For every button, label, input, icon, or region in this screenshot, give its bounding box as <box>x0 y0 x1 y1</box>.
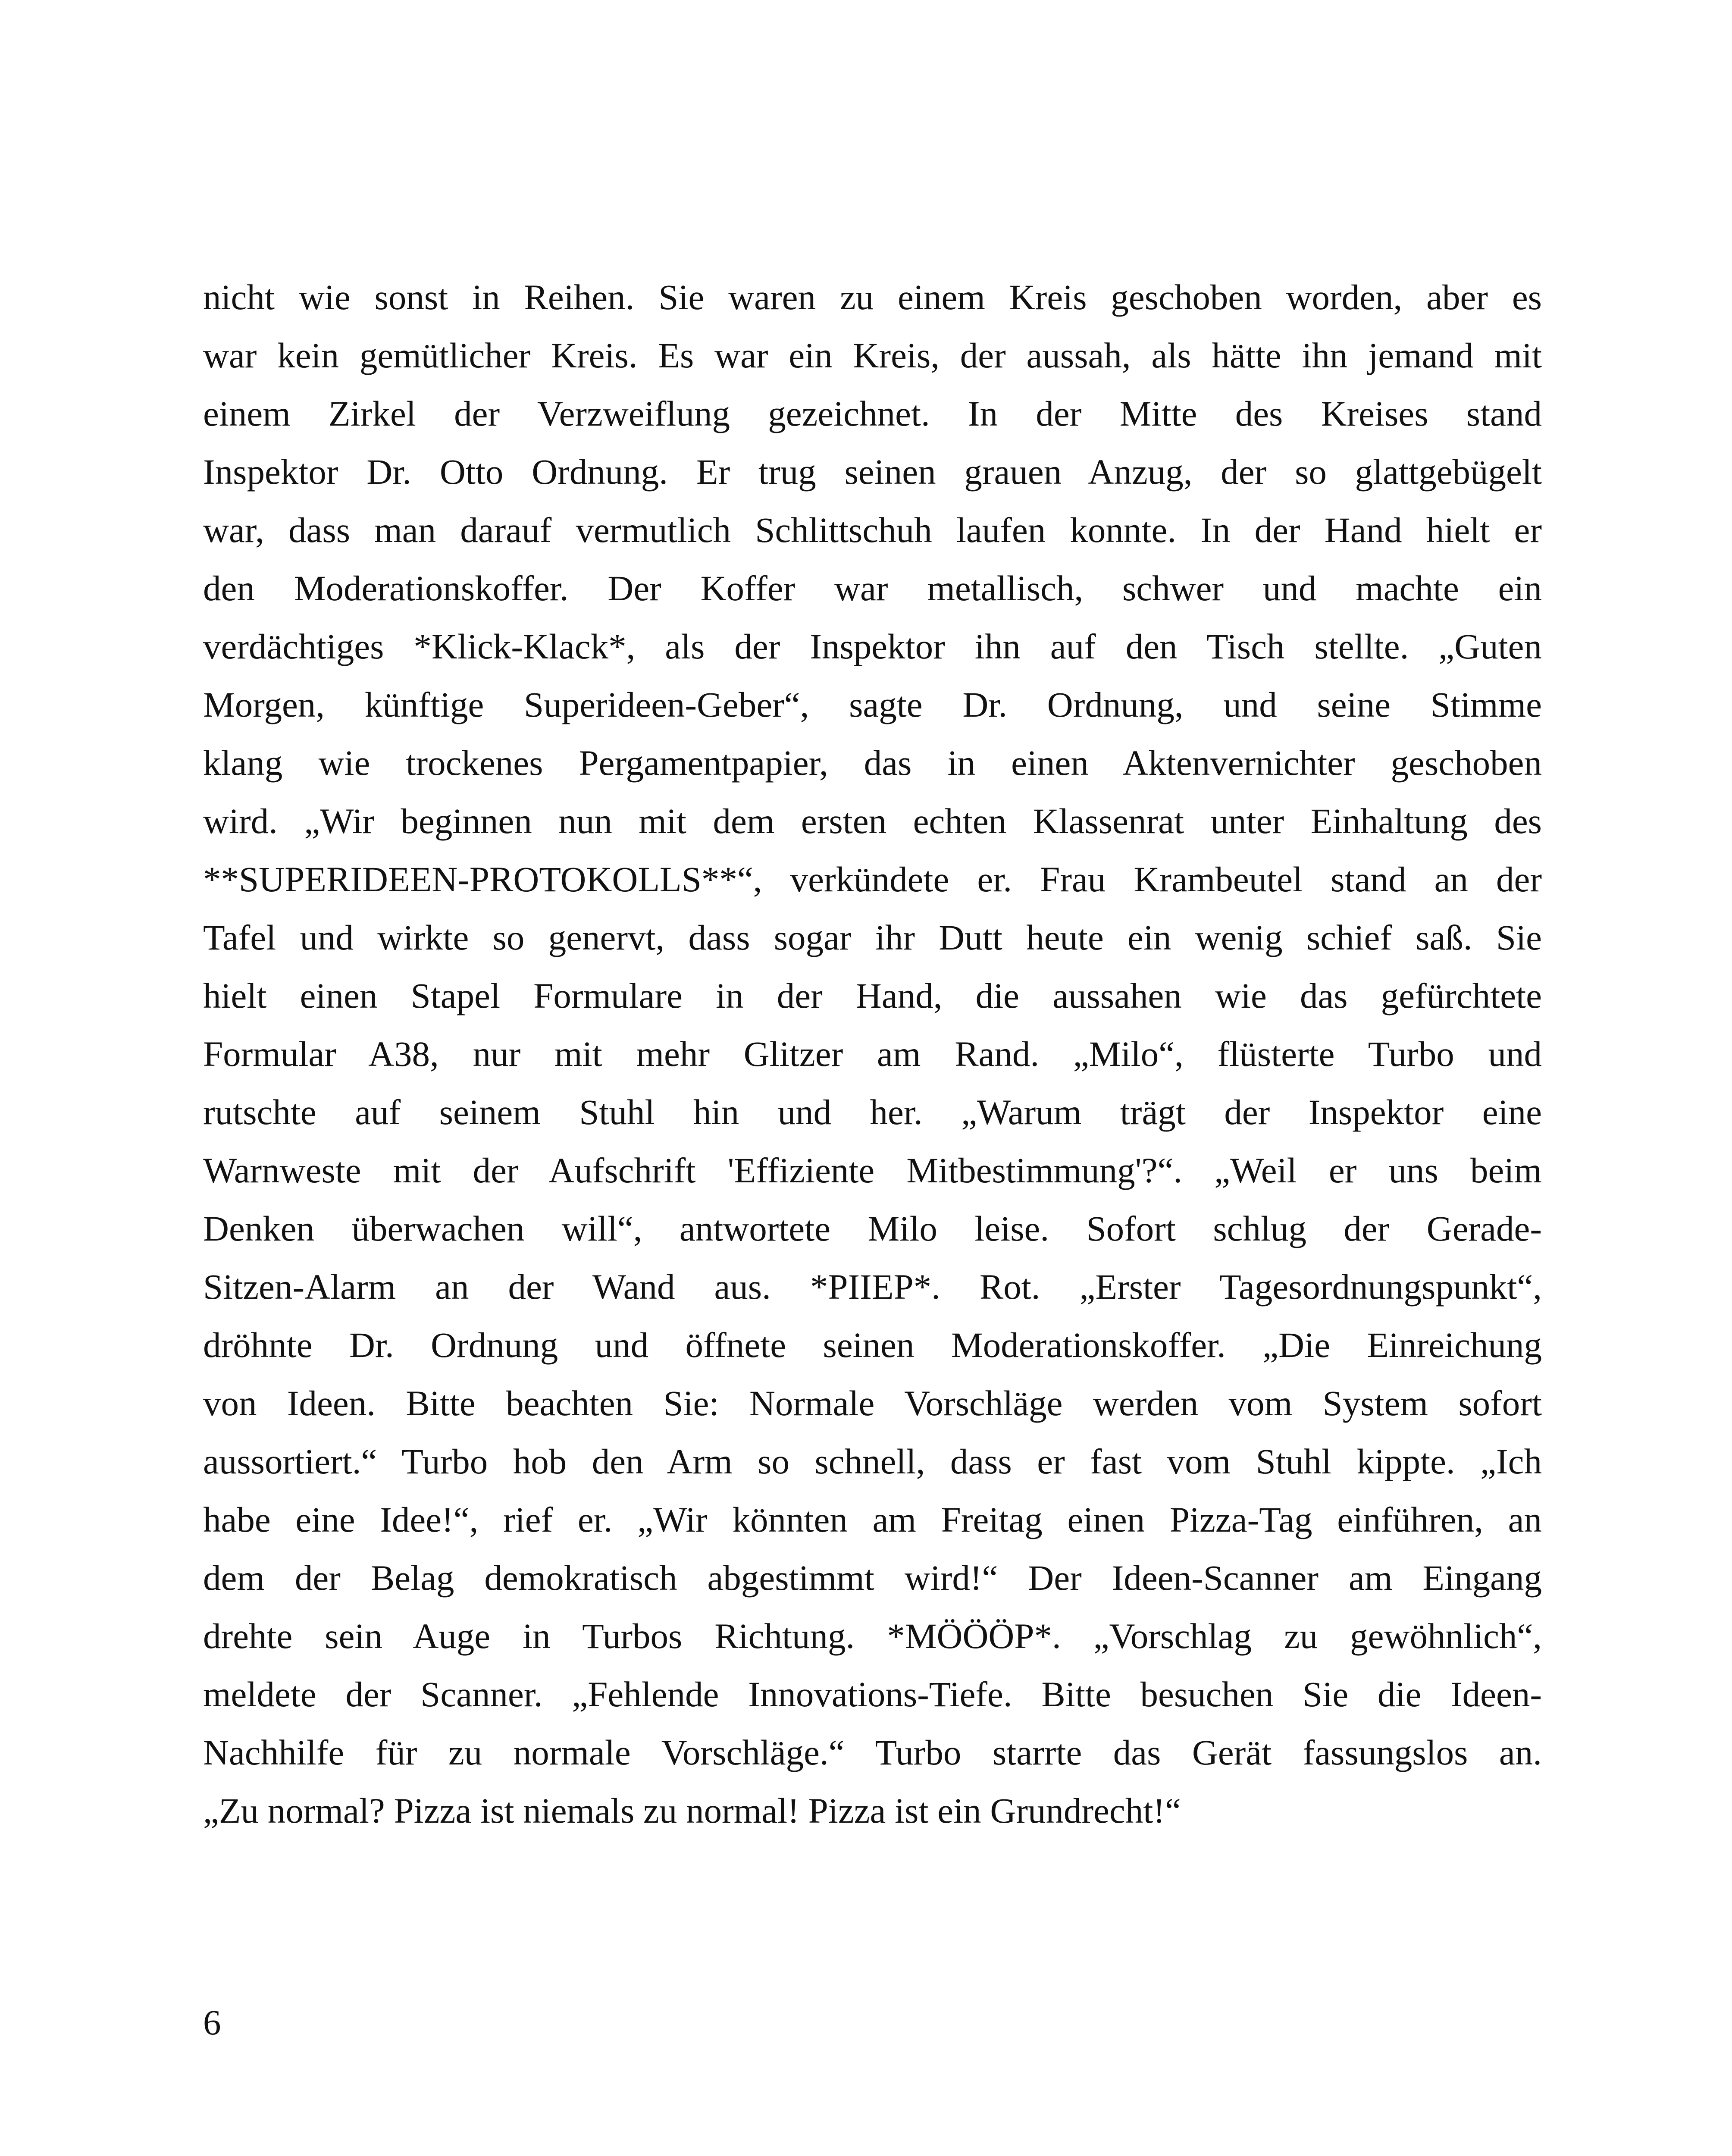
page-number: 6 <box>203 2002 221 2042</box>
text-line: den Moderationskoffer. Der Koffer war metallisch, schwer und machte ein <box>203 568 1542 608</box>
text-line: dem der Belag demokratisch abgestimmt wird!“ Der Ideen-Scanner am Eingang <box>203 1558 1542 1598</box>
text-line: **SUPERIDEEN-PROTOKOLLS**“, verkündete er. Frau Krambeutel stand an der <box>203 859 1542 899</box>
text-line: Denken überwachen will“, antwortete Milo leise. Sofort schlug der Gerade- <box>203 1209 1542 1248</box>
text-line: meldete der Scanner. „Fehlende Innovations-Tiefe. Bitte besuchen Sie die Ideen- <box>203 1674 1542 1714</box>
text-line: klang wie trockenes Pergamentpapier, das in einen Aktenvernichter geschoben <box>203 743 1542 783</box>
text-line: Morgen, künftige Superideen-Geber“, sagte Dr. Ordnung, und seine Stimme <box>203 685 1542 724</box>
text-line: Inspektor Dr. Otto Ordnung. Er trug seinen grauen Anzug, der so glattgebügelt <box>203 452 1542 492</box>
text-line: rutschte auf seinem Stuhl hin und her. „Warum trägt der Inspektor eine <box>203 1092 1542 1132</box>
text-line: drehte sein Auge in Turbos Richtung. *MÖÖÖP*. „Vorschlag zu gewöhnlich“, <box>203 1616 1542 1656</box>
text-line: dröhnte Dr. Ordnung und öffnete seinen Moderationskoffer. „Die Einreichung <box>203 1325 1542 1365</box>
text-line: von Ideen. Bitte beachten Sie: Normale Vorschläge werden vom System sofort <box>203 1383 1542 1423</box>
text-line: Sitzen-Alarm an der Wand aus. *PIIEP*. Rot. „Erster Tagesordnungspunkt“, <box>203 1267 1542 1307</box>
text-line: aussortiert.“ Turbo hob den Arm so schnell, dass er fast vom Stuhl kippte. „Ich <box>203 1442 1542 1481</box>
text-line: einem Zirkel der Verzweiflung gezeichnet. In der Mitte des Kreises stand <box>203 394 1542 433</box>
text-line: Tafel und wirkte so genervt, dass sogar ihr Dutt heute ein wenig schief saß. Sie <box>203 918 1542 957</box>
text-line: Formular A38, nur mit mehr Glitzer am Rand. „Milo“, flüsterte Turbo und <box>203 1034 1542 1074</box>
text-line: war, dass man darauf vermutlich Schlittschuh laufen konnte. In der Hand hielt er <box>203 510 1542 550</box>
text-line: war kein gemütlicher Kreis. Es war ein Kreis, der aussah, als hätte ihn jemand mit <box>203 335 1542 375</box>
text-line: nicht wie sonst in Reihen. Sie waren zu einem Kreis geschoben worden, aber es <box>203 277 1542 317</box>
text-line: wird. „Wir beginnen nun mit dem ersten echten Klassenrat unter Einhaltung des <box>203 801 1542 841</box>
text-line: Warnweste mit der Aufschrift 'Effiziente Mitbestimmung'?“. „Weil er uns beim <box>203 1150 1542 1190</box>
text-line: verdächtiges *Klick-Klack*, als der Inspektor ihn auf den Tisch stellte. „Guten <box>203 627 1542 666</box>
text-line: habe eine Idee!“, rief er. „Wir könnten am Freitag einen Pizza-Tag einführen, an <box>203 1500 1542 1539</box>
body-text <box>203 268 1542 1840</box>
text-line: hielt einen Stapel Formulare in der Hand, die aussahen wie das gefürchtete <box>203 976 1542 1015</box>
text-line: „Zu normal? Pizza ist niemals zu normal! Pizza ist ein Grundrecht!“ <box>203 1791 1181 1830</box>
text-line: Nachhilfe für zu normale Vorschläge.“ Turbo starrte das Gerät fassungslos an. <box>203 1733 1542 1772</box>
